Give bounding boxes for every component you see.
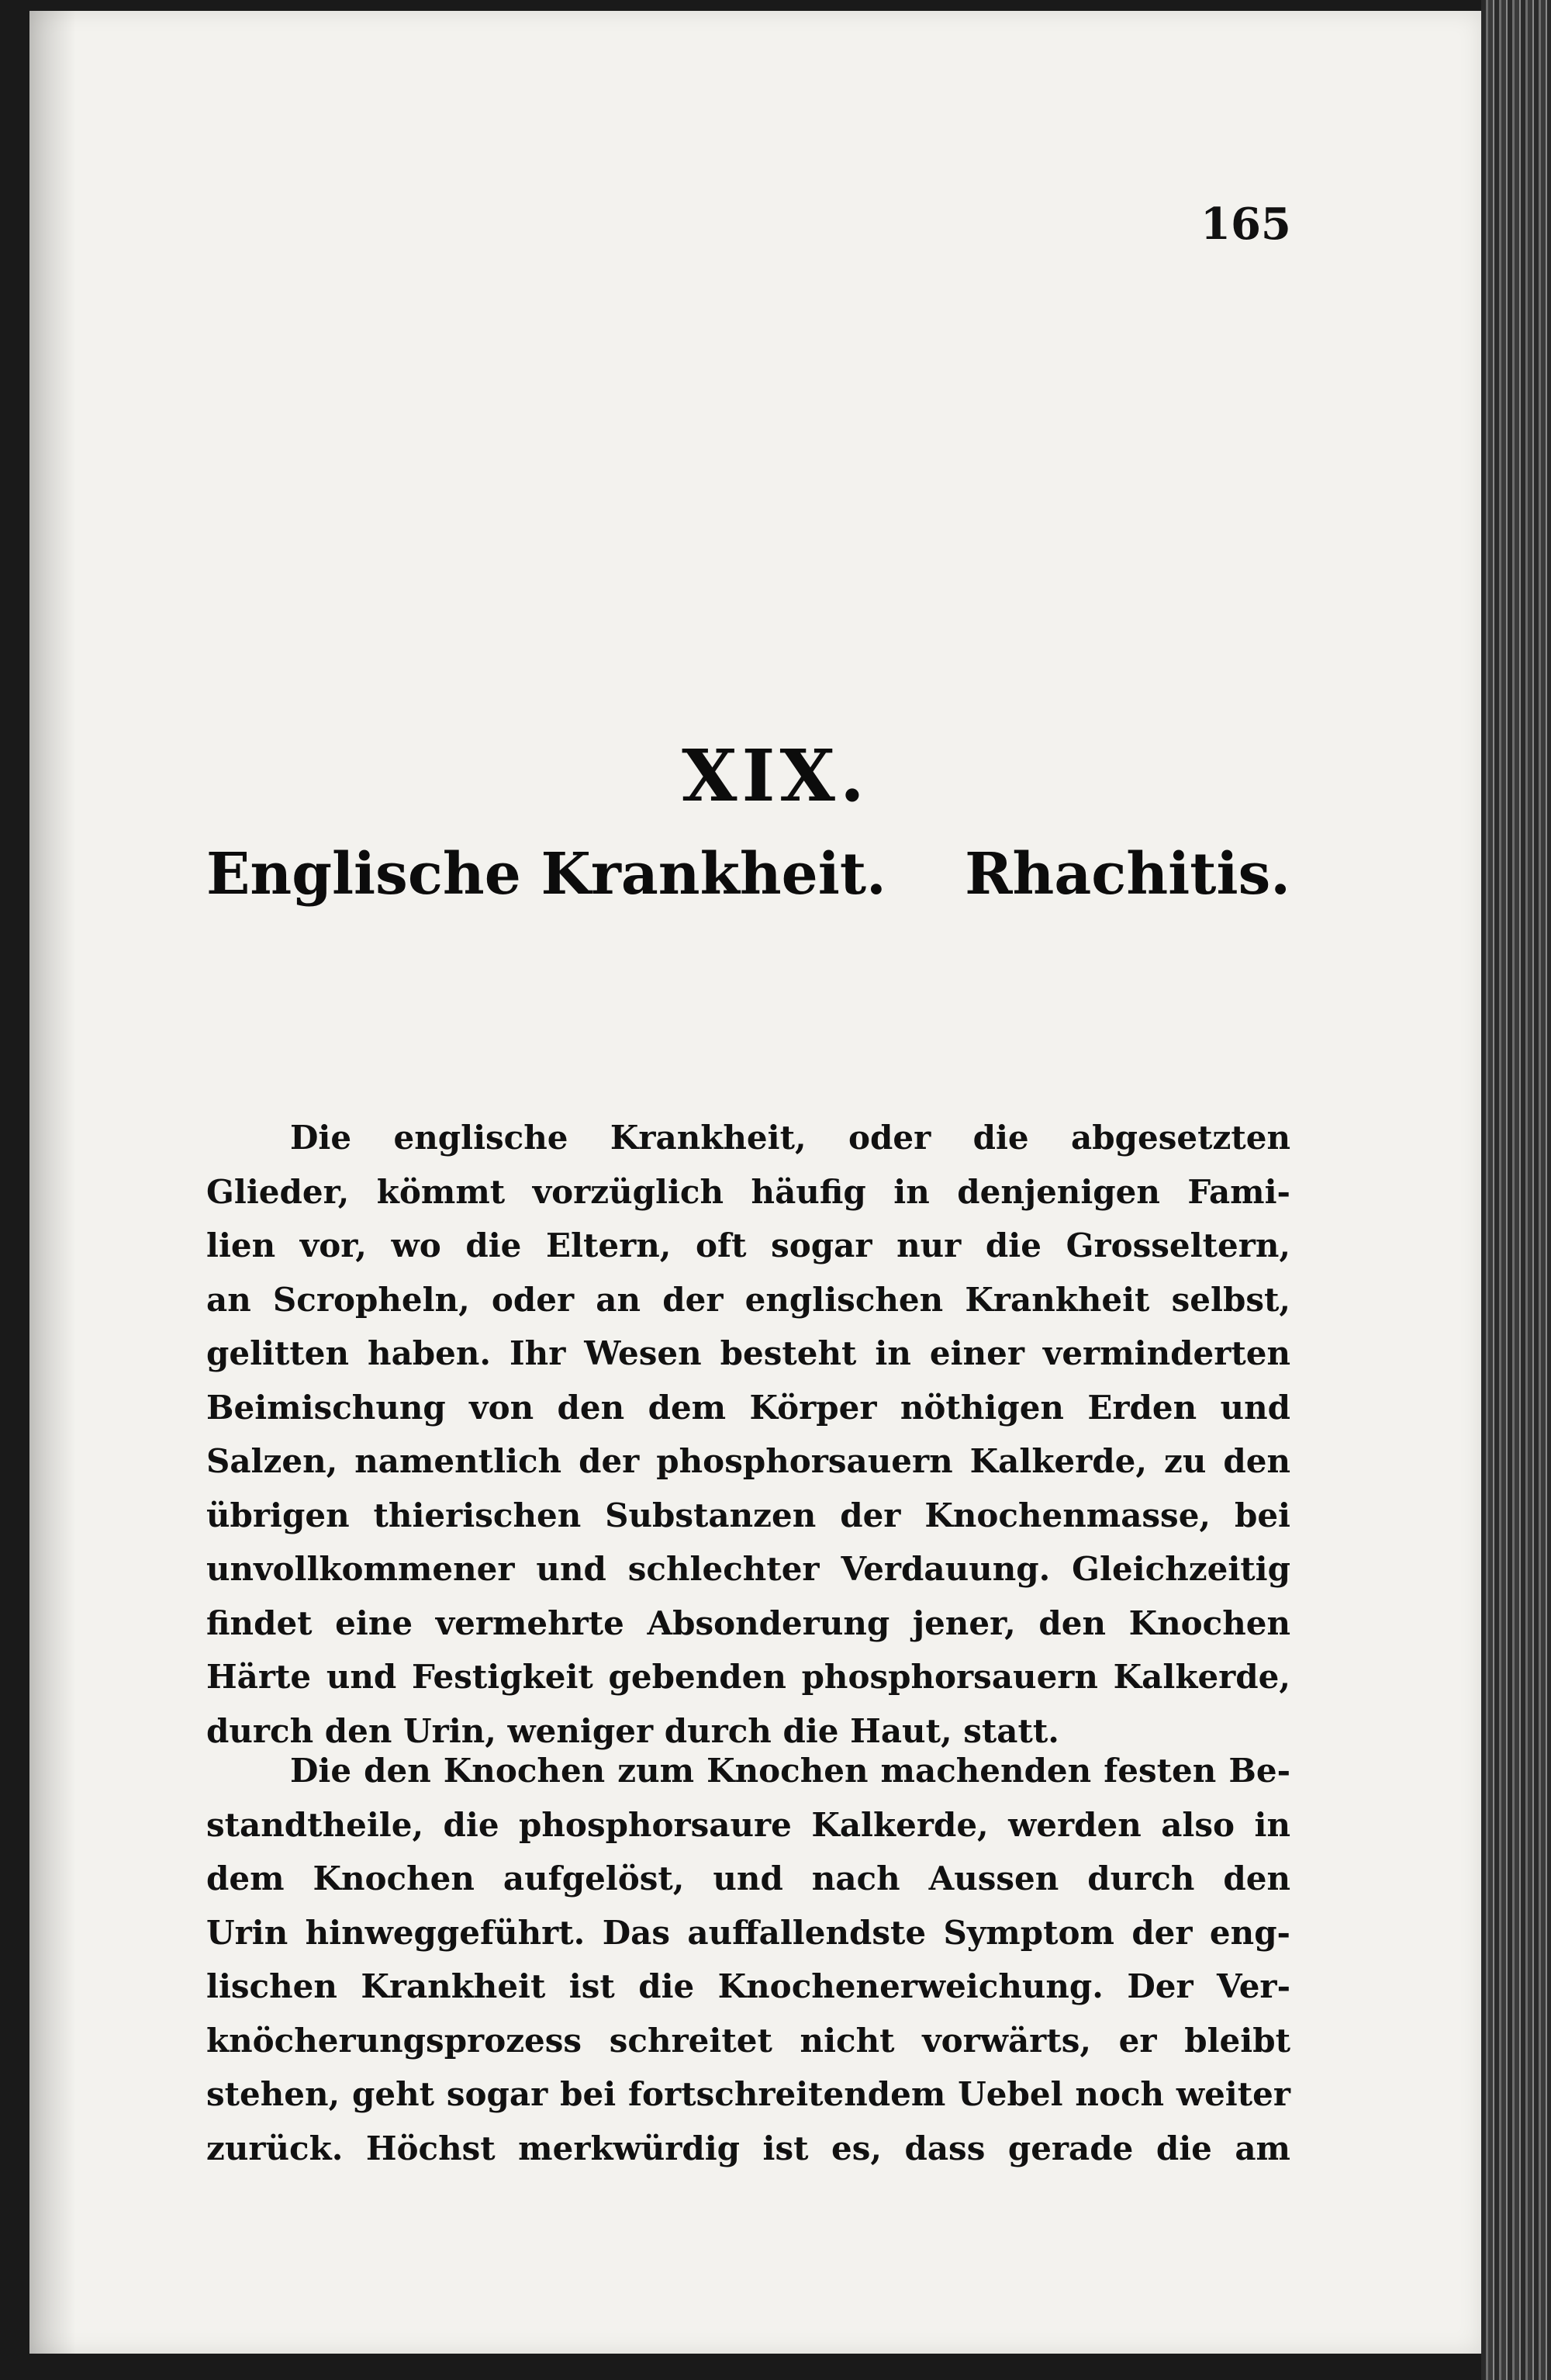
text-line: gelitten haben. Ihr Wesen besteht in einer verminderten — [206, 1334, 1290, 1372]
text-line: zurück. Höchst merkwürdig ist es, dass gerade die am — [206, 2129, 1290, 2167]
page-number: 165 — [1200, 199, 1291, 250]
paragraph-1 — [206, 1111, 1290, 1758]
chapter-number: XIX. — [682, 734, 869, 818]
text-line: lien vor, wo die Eltern, oft sogar nur die Grosseltern, — [206, 1226, 1290, 1264]
text-line: Urin hinweggeführt. Das auffallendste Symptom der eng- — [206, 1913, 1290, 1952]
text-line: lischen Krankheit ist die Knochenerweichung. Der Ver- — [206, 1967, 1290, 2005]
text-line: Glieder, kömmt vorzüglich häufig in denjenigen Fami- — [206, 1172, 1290, 1211]
gutter-shadow — [29, 11, 76, 2354]
text-line: Die den Knochen zum Knochen machenden festen Be- — [290, 1752, 1290, 1790]
text-line: an Scropheln, oder an der englischen Krankheit selbst, — [206, 1280, 1290, 1319]
text-line: dem Knochen aufgelöst, und nach Aussen durch den — [206, 1859, 1290, 1897]
book-page-edges — [1481, 0, 1551, 2380]
text-line: Die englische Krankheit, oder die abgesetzten — [290, 1119, 1290, 1157]
text-line: standtheile, die phosphorsaure Kalkerde, werden also in — [206, 1805, 1290, 1844]
text-line: knöcherungsprozess schreitet nicht vorwärts, er bleibt — [206, 2021, 1290, 2060]
paragraph-2 — [206, 1744, 1290, 2175]
text-line: Beimischung von den dem Körper nöthigen Erden und — [206, 1388, 1290, 1427]
text-line: stehen, geht sogar bei fortschreitendem Uebel noch weiter — [206, 2075, 1290, 2113]
text-line: unvollkommener und schlechter Verdauung. Gleichzeitig — [206, 1550, 1290, 1588]
chapter-title-latin: Rhachitis. — [965, 841, 1290, 908]
text-line: findet eine vermehrte Absonderung jener, den Knochen — [206, 1603, 1290, 1642]
text-line: Salzen, namentlich der phosphorsauern Kalkerde, zu den — [206, 1442, 1290, 1480]
text-line: durch den Urin, weniger durch die Haut, statt. — [206, 1711, 1059, 1750]
text-line: Härte und Festigkeit gebenden phosphorsauern Kalkerde, — [206, 1658, 1290, 1696]
chapter-title-german: Englische Krankheit. — [206, 841, 886, 908]
text-line: übrigen thierischen Substanzen der Knochenmasse, bei — [206, 1496, 1290, 1534]
chapter-title — [206, 841, 1290, 908]
